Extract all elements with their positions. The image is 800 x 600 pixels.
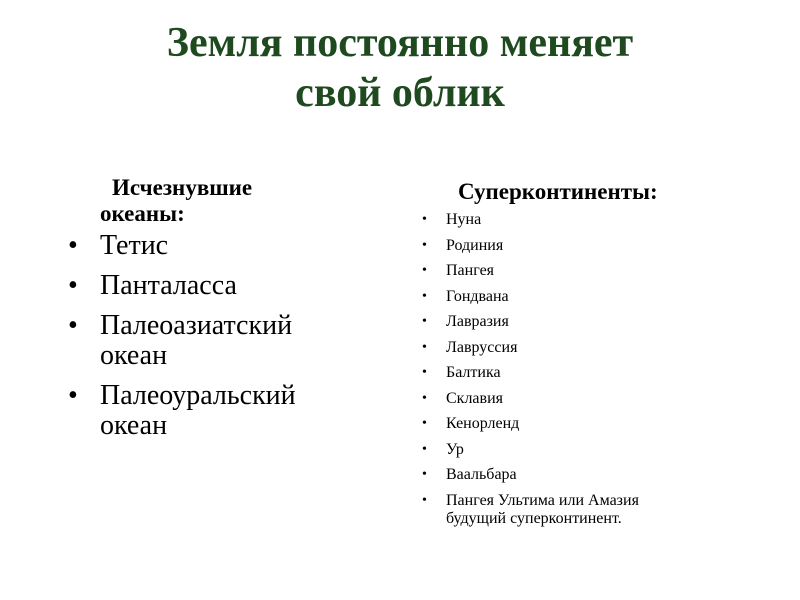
bullet-icon: • <box>422 492 427 508</box>
list-item-text: Тетис <box>100 230 169 261</box>
list-item-text: Лаврусcия <box>446 338 518 356</box>
extinct-oceans-column <box>66 175 386 451</box>
list-item-text-line2: океан <box>100 340 168 371</box>
list-item-text: Родиния <box>446 236 504 254</box>
bullet-icon: • <box>422 237 427 253</box>
list-item-text: Ваальбара <box>446 466 517 483</box>
extinct-oceans-heading <box>100 175 386 227</box>
extinct-oceans-heading-line1: Исчезнувшие <box>112 175 253 200</box>
supercontinents-heading: Суперконтиненты: <box>458 179 658 204</box>
list-item <box>418 415 758 433</box>
list-item <box>66 231 386 261</box>
list-item <box>418 262 758 280</box>
bullet-icon: • <box>68 230 78 261</box>
list-item-text: Склавия <box>446 389 504 407</box>
bullet-icon: • <box>68 380 78 411</box>
list-item-text: Лавразия <box>446 313 509 330</box>
list-item-text: Балтика <box>446 364 501 381</box>
list-item <box>418 466 758 484</box>
list-item-text-line2: океан <box>100 410 168 441</box>
list-item <box>66 311 386 371</box>
bullet-icon: • <box>422 365 427 380</box>
list-item <box>418 441 758 459</box>
list-item-text: Палеоазиатский <box>100 310 293 341</box>
bullet-icon: • <box>422 314 427 329</box>
bullet-icon: • <box>422 390 427 406</box>
list-item <box>66 381 386 441</box>
list-item-text: Панталасса <box>100 270 237 301</box>
list-item-text: Палеоуральский <box>100 380 296 411</box>
bullet-icon: • <box>68 270 78 301</box>
list-item <box>418 237 758 255</box>
list-item <box>418 313 758 331</box>
bullet-icon: • <box>422 212 427 227</box>
list-item <box>418 390 758 408</box>
list-item-text: Пангея <box>446 262 495 279</box>
list-item <box>418 288 758 306</box>
bullet-icon: • <box>422 467 427 482</box>
bullet-icon: • <box>422 288 427 304</box>
slide-title <box>0 18 800 118</box>
list-item-text: Нуна <box>446 211 482 228</box>
slide-title-line1: Земля постоянно меняет <box>166 20 634 66</box>
bullet-icon: • <box>422 339 427 355</box>
list-item <box>418 339 758 357</box>
extinct-oceans-heading-line2: океаны: <box>100 201 185 226</box>
list-item-text: Ур <box>446 440 464 458</box>
list-item <box>66 271 386 301</box>
list-item-text: Гондвана <box>446 287 509 305</box>
bullet-icon: • <box>422 416 427 431</box>
list-item <box>418 364 758 382</box>
list-item-text: Пангея Ультима или Амазия <box>446 491 639 509</box>
bullet-icon: • <box>422 441 427 457</box>
supercontinents-list <box>418 211 758 528</box>
list-item <box>418 492 758 528</box>
list-item-text: Кенорленд <box>446 415 520 432</box>
bullet-icon: • <box>68 310 78 341</box>
slide-title-line2: свой облик <box>295 70 505 116</box>
supercontinents-column <box>418 175 758 535</box>
extinct-oceans-list <box>66 231 386 441</box>
bullet-icon: • <box>422 263 427 278</box>
list-item-text-line2: будущий суперконтинент. <box>446 509 622 527</box>
list-item <box>418 211 758 229</box>
